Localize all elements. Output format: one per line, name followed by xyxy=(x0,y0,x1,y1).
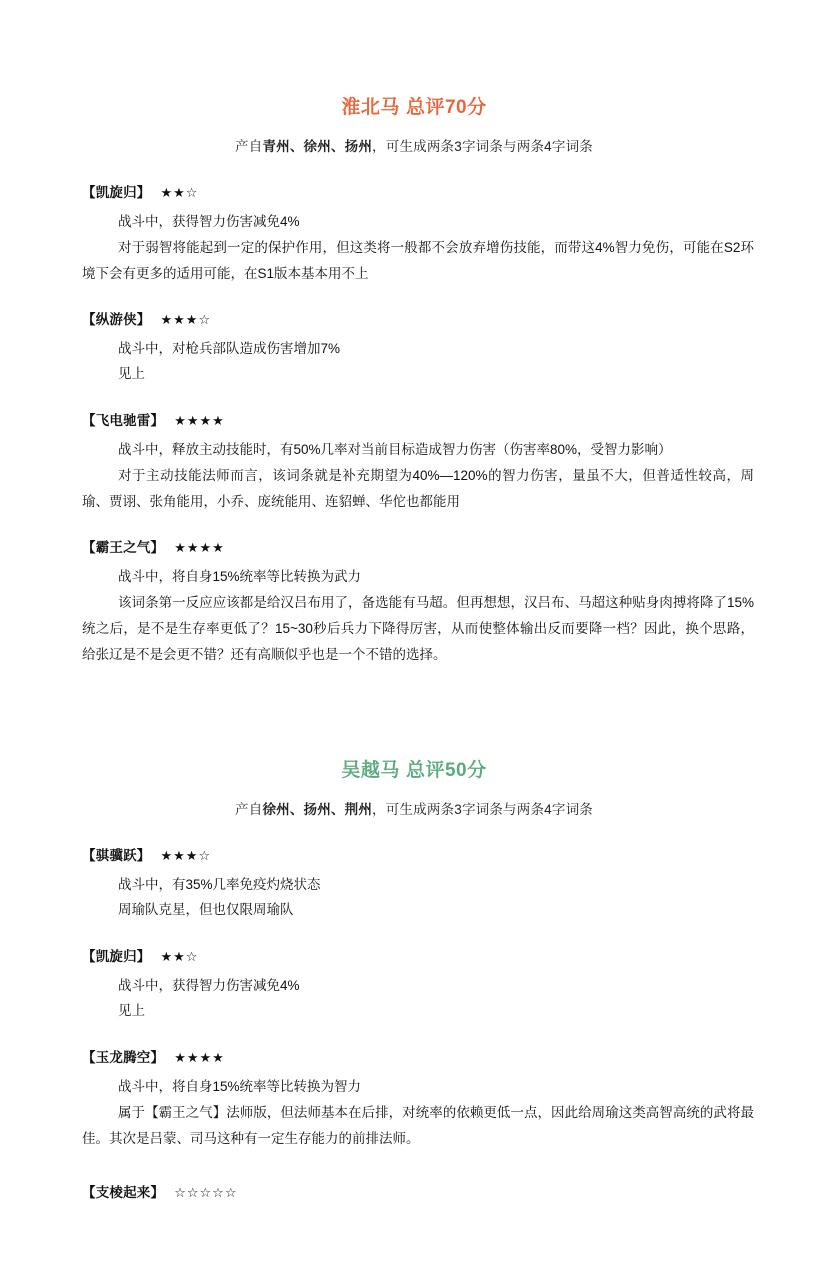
entry-head xyxy=(82,844,756,864)
subtitle-prefix: 产自 xyxy=(235,139,263,154)
subtitle-suffix: ，可生成两条3字词条与两条4字词条 xyxy=(372,139,593,154)
entry-stars: ☆☆☆☆☆ xyxy=(174,1185,238,1201)
section-huaibeima xyxy=(72,92,756,667)
subtitle-regions: 徐州、扬州、荆州 xyxy=(262,802,373,818)
entry-item xyxy=(72,409,756,514)
section-wuyuema xyxy=(72,755,756,1201)
entry-comment: 见上 xyxy=(118,1003,145,1019)
entry-item xyxy=(72,945,756,1024)
section-subtitle xyxy=(72,135,756,155)
entry-head xyxy=(82,181,756,201)
section-title-score: 总评70分 xyxy=(405,97,487,118)
subtitle-prefix: 产自 xyxy=(235,802,263,818)
entry-effect: 战斗中，对枪兵部队造成伤害增加7% xyxy=(118,341,341,357)
entry-head xyxy=(82,308,756,328)
section-subtitle xyxy=(72,798,756,818)
entry-head xyxy=(82,1046,756,1066)
entry-comment: 周瑜队克星，但也仅限周瑜队 xyxy=(118,902,294,918)
entry-effect: 战斗中，获得智力伤害减免4% xyxy=(118,214,300,229)
entry-head xyxy=(82,945,756,965)
entry-name: 【飞电驰雷】 xyxy=(82,413,165,429)
entry-item xyxy=(72,844,756,923)
entry-head xyxy=(82,409,756,429)
entry-comment: 属于【霸王之气】法师版，但法师基本在后排，对统率的依赖更低一点，因此给周瑜这类高智高统的武将最佳。其次是吕蒙、司马这种有一定生存能力的前排法师。 xyxy=(82,1105,754,1146)
section-title-name: 吴越马 xyxy=(341,760,400,782)
entry-item xyxy=(72,1181,756,1201)
entry-comment: 对于弱智将能起到一定的保护作用，但这类将一般都不会放弃增伤技能，而带这4%智力免伤，可能在S2环境下会有更多的适用可能，在S1版本基本用不上 xyxy=(82,239,754,281)
section-title xyxy=(72,755,756,782)
entry-effect: 战斗中，有35%几率免疫灼烧状态 xyxy=(118,877,321,893)
entry-head xyxy=(82,1181,756,1201)
entry-name: 【玉龙腾空】 xyxy=(82,1050,165,1066)
section-title xyxy=(72,92,756,119)
entry-comment: 见上 xyxy=(118,366,145,382)
entry-effect: 战斗中，获得智力伤害减免4% xyxy=(118,978,300,994)
section-title-score: 总评50分 xyxy=(405,760,487,782)
entry-item xyxy=(72,536,756,667)
entry-comment: 对于主动技能法师而言，该词条就是补充期望为40%—120%的智力伤害，量虽不大，但普适性较高，周瑜、贾诩、张角能用，小乔、庞统能用、连貂蝉、华佗也都能用 xyxy=(82,468,754,509)
subtitle-suffix: ，可生成两条3字词条与两条4字词条 xyxy=(372,802,593,818)
entry-stars: ★★☆ xyxy=(160,949,199,965)
entry-effect: 战斗中，将自身15%统率等比转换为武力 xyxy=(118,569,362,585)
entry-stars: ★★★★ xyxy=(174,413,225,429)
section-divider-space xyxy=(72,689,756,723)
entry-name: 【支棱起来】 xyxy=(82,1185,165,1201)
entry-stars: ★★★☆ xyxy=(160,848,212,864)
entry-item xyxy=(72,181,756,286)
entry-name: 【霸王之气】 xyxy=(82,540,165,556)
subtitle-regions: 青州、徐州、扬州 xyxy=(262,139,373,154)
entry-name: 【凯旋归】 xyxy=(82,185,151,200)
entry-stars: ★★★★ xyxy=(174,1050,225,1066)
entry-effect: 战斗中，释放主动技能时，有50%几率对当前目标造成智力伤害（伤害率80%，受智力影响） xyxy=(118,442,672,458)
entry-effect: 战斗中，将自身15%统率等比转换为智力 xyxy=(118,1079,362,1095)
section-title-name: 淮北马 xyxy=(341,97,400,118)
entry-name: 【骐骥跃】 xyxy=(82,848,151,864)
entry-head xyxy=(82,536,756,556)
entry-name: 【凯旋归】 xyxy=(82,949,151,965)
entry-comment: 该词条第一反应应该都是给汉吕布用了，备选能有马超。但再想想，汉吕布、马超这种贴身肉搏将降了15%统之后，是不是生存率更低了？15~30秒后兵力下降得厉害，从而使整体输出反而要降一档？因此，换个思路，给张辽是不是会更不错？还有高顺似乎也是一个不错的选择。 xyxy=(82,595,754,662)
entry-stars: ★★☆ xyxy=(160,185,199,200)
entry-item xyxy=(72,1046,756,1151)
entry-stars: ★★★☆ xyxy=(160,312,212,328)
entry-stars: ★★★★ xyxy=(174,540,225,556)
entry-item xyxy=(72,308,756,387)
entry-name: 【纵游侠】 xyxy=(82,312,151,328)
